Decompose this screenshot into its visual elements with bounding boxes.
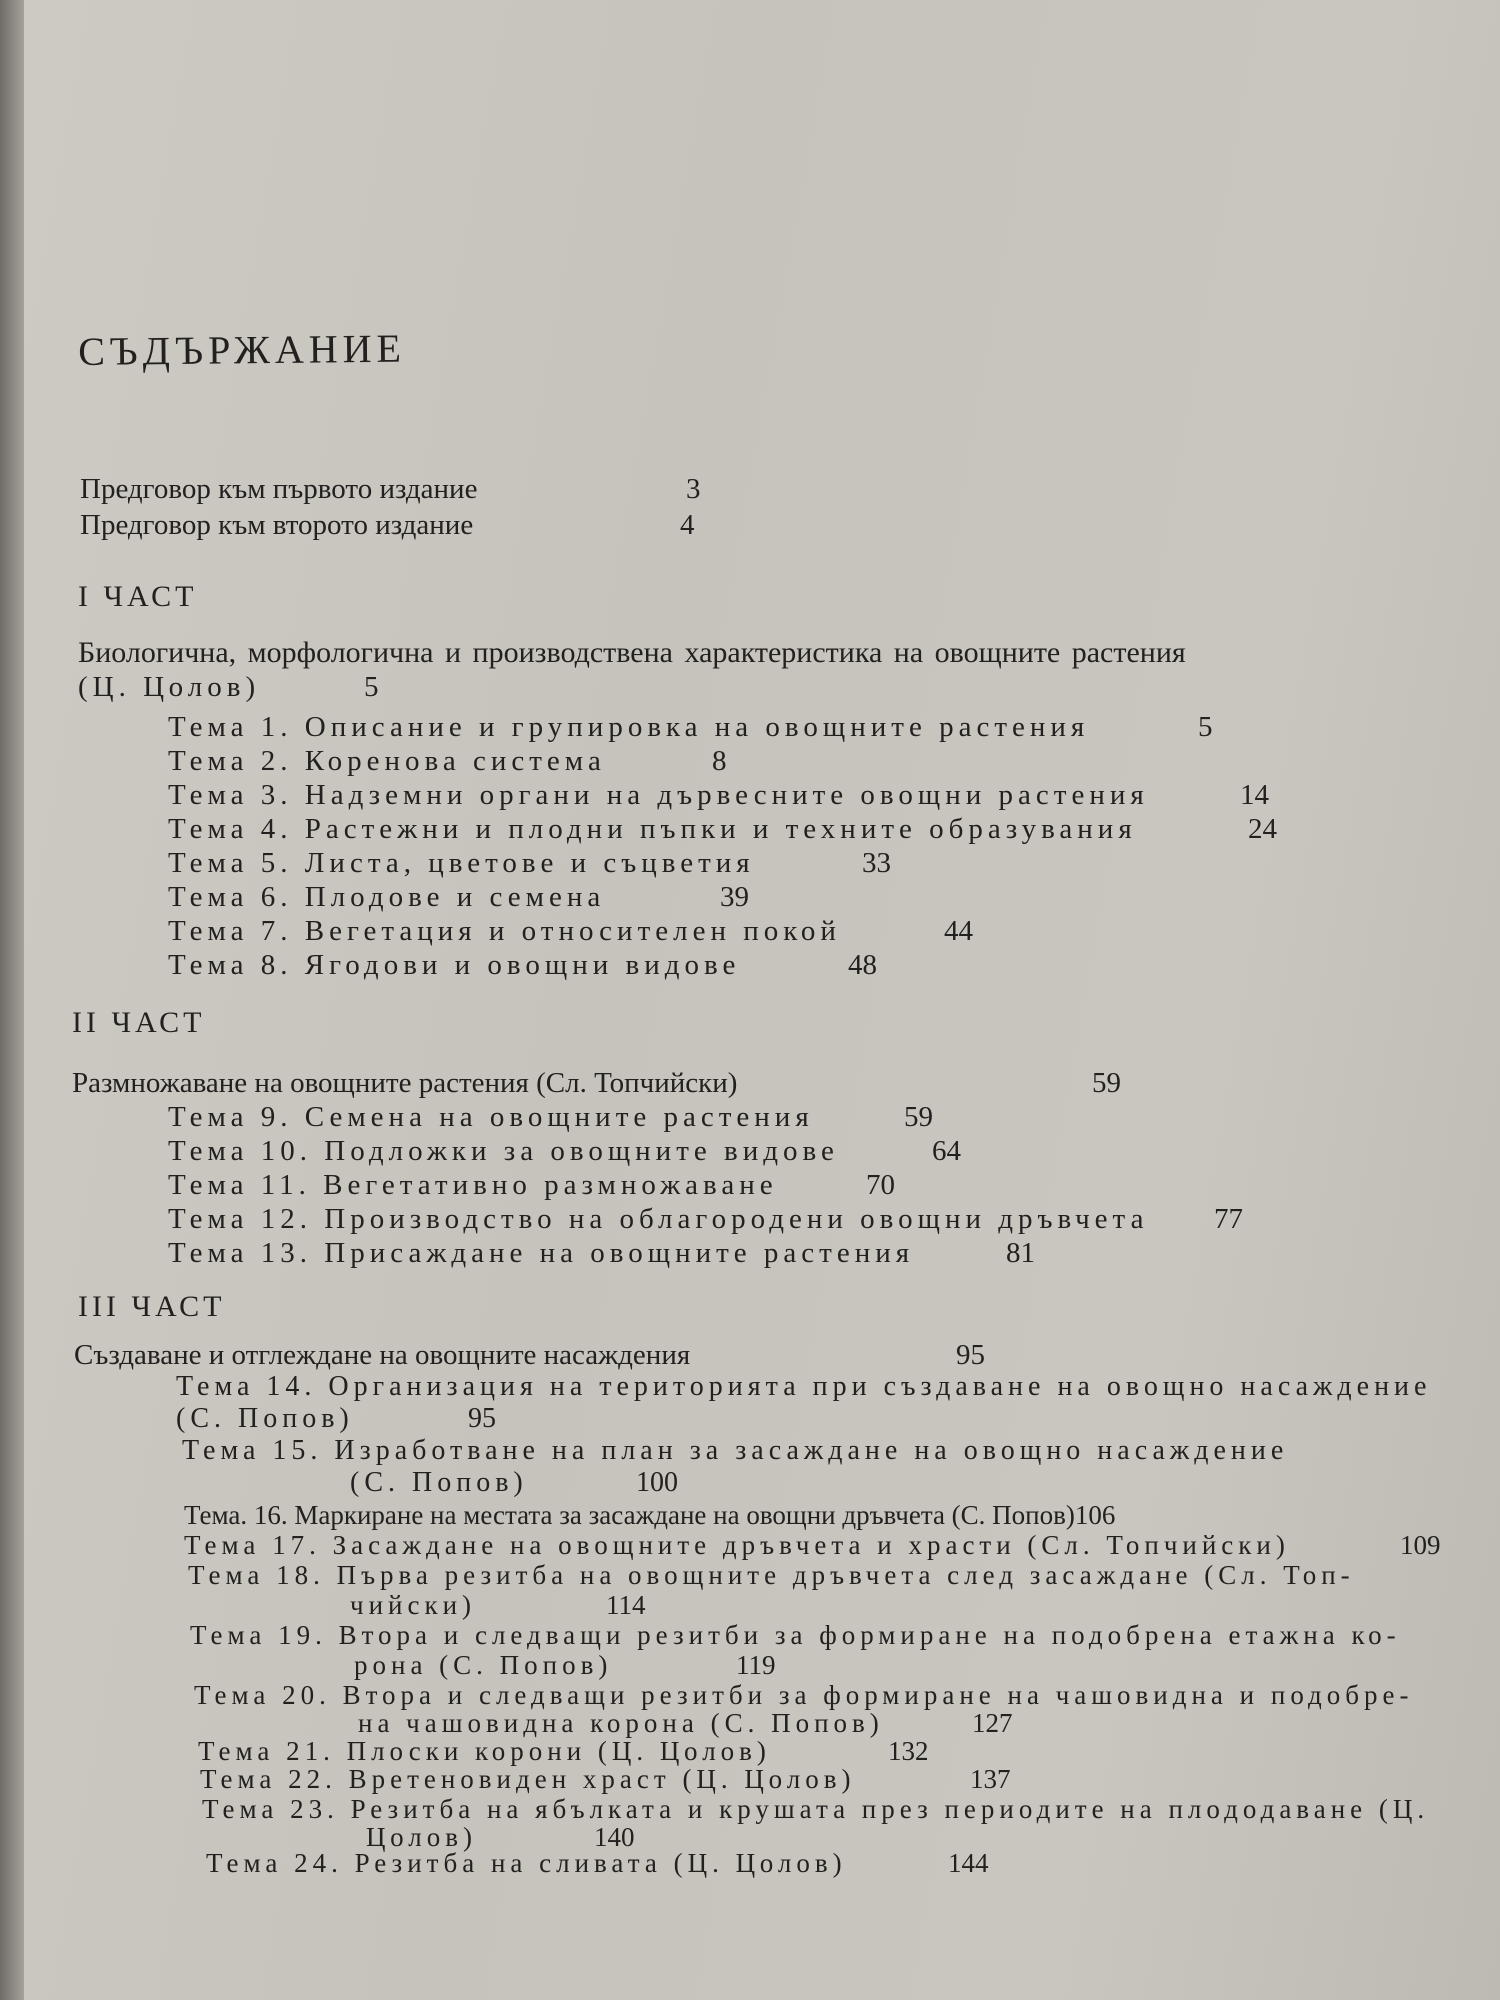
toc-entry-text: рона (С. Попов) — [354, 1650, 613, 1680]
toc-page-number: 4 — [680, 509, 695, 541]
toc-entry-topic-17 — [184, 1528, 1441, 1562]
part-3-heading — [74, 1338, 985, 1372]
toc-page-number: 5 — [1198, 711, 1213, 743]
toc-entry-text: Тема. 16. Маркиране на местата за засаждане на овощни дръвчета (С. Попов) — [184, 1500, 1075, 1530]
toc-entry-topic-5 — [168, 846, 891, 880]
toc-page-number: 39 — [720, 881, 749, 913]
toc-entry-text: Тема 7. Вегетация и относителен покой — [168, 915, 841, 947]
toc-entry-text: чийски) — [350, 1590, 477, 1620]
toc-entry-text: на чашовидна корона (С. Попов) — [358, 1708, 884, 1738]
toc-entry-text: Предговор към второто издание — [80, 509, 474, 541]
toc-entry-text: Тема 19. Втора и следващи резитби за формиране на подобрена етажна ко- — [190, 1620, 1401, 1650]
toc-entry-preface-2 — [80, 508, 695, 542]
toc-entry-text: Тема 22. Вретеновиден храст (Ц. Цолов) — [200, 1764, 856, 1794]
toc-entry-text: Тема 1. Описание и групировка на овощните растения — [168, 711, 1090, 743]
toc-page-number: 48 — [848, 949, 877, 981]
toc-entry-topic-22 — [200, 1762, 1011, 1796]
toc-entry-topic-14-cont — [176, 1402, 496, 1436]
toc-entry-text: (Ц. Цолов) — [78, 671, 261, 703]
toc-page-number: 14 — [1240, 779, 1269, 811]
toc-entry-text: Тема 13. Присаждане на овощните растения — [168, 1237, 915, 1269]
toc-entry-topic-10 — [168, 1134, 961, 1168]
part-1-label: I ЧАСТ — [78, 580, 198, 613]
part-3-label: III ЧАСТ — [78, 1290, 226, 1323]
toc-page-number: 132 — [888, 1736, 929, 1766]
toc-page-number: 100 — [636, 1467, 678, 1498]
toc-entry-topic-4 — [168, 812, 1277, 846]
toc-entry-topic-14 — [176, 1370, 1431, 1404]
part-2-heading — [72, 1066, 1121, 1100]
toc-entry-text: Тема 10. Подложки за овощните видове — [168, 1135, 839, 1167]
toc-page-number: 144 — [948, 1848, 989, 1878]
toc-entry-topic-19-cont — [354, 1648, 776, 1682]
toc-entry-preface-1 — [80, 472, 701, 506]
toc-entry-topic-13 — [168, 1236, 1035, 1270]
toc-entry-topic-11 — [168, 1168, 895, 1202]
toc-entry-text: Тема 18. Първа резитба на овощните дръвчета след засаждане (Сл. Топ- — [188, 1560, 1355, 1590]
toc-page-number: 44 — [944, 915, 973, 947]
toc-entry-text: Тема 21. Плоски корони (Ц. Цолов) — [198, 1736, 771, 1766]
toc-page-number: 127 — [972, 1708, 1013, 1738]
toc-page-number: 81 — [1006, 1237, 1035, 1269]
toc-page-number: 137 — [970, 1764, 1011, 1794]
toc-entry-text: (С. Попов) — [176, 1403, 354, 1434]
toc-entry-text: Тема 6. Плодове и семена — [168, 881, 606, 913]
toc-page-number: 64 — [932, 1135, 961, 1167]
toc-entry-text: Тема 11. Вегетативно размножаване — [168, 1169, 778, 1201]
toc-entry-text: Създаване и отглеждане на овощните насаждения — [74, 1339, 691, 1371]
toc-page-number: 119 — [736, 1650, 776, 1680]
toc-entry-text: Тема 17. Засаждане на овощните дръвчета и храсти (Сл. Топчийски) — [184, 1530, 1290, 1560]
toc-entry-topic-18-cont — [350, 1588, 646, 1622]
book-spine-shadow — [0, 0, 24, 2000]
part-1-heading: Биологична, морфологична и производствена характеристика на овощните растения — [78, 636, 1186, 669]
toc-entry-text: Тема 12. Производство на облагородени овощни дръвчета — [168, 1203, 1149, 1235]
toc-entry-text: Тема 23. Резитба на ябълката и крушата през периодите на плододаване (Ц. — [202, 1794, 1430, 1824]
toc-page-number: 33 — [862, 847, 891, 879]
toc-entry-topic-16 — [184, 1498, 1115, 1532]
toc-entry-text: (С. Попов) — [350, 1467, 528, 1498]
toc-page-number: 70 — [866, 1169, 895, 1201]
toc-entry-topic-7 — [168, 914, 973, 948]
toc-entry-topic-8 — [168, 948, 877, 982]
toc-entry-topic-15 — [182, 1434, 1288, 1468]
toc-page-number: 106 — [1074, 1500, 1116, 1530]
toc-entry-text: Тема 15. Изработване на план за засаждане на овощно насаждение — [182, 1435, 1289, 1466]
toc-entry-topic-24 — [206, 1846, 989, 1880]
toc-entry-text: Тема 20. Втора и следващи резитби за формиране на чашовидна и подобре- — [194, 1680, 1414, 1710]
toc-page-number: 5 — [364, 671, 379, 703]
toc-entry-text: Тема 3. Надземни органи на дървесните овощни растения — [168, 779, 1149, 811]
toc-entry-text: Тема 24. Резитба на сливата (Ц. Цолов) — [206, 1848, 847, 1878]
toc-entry-topic-19 — [190, 1618, 1401, 1652]
toc-entry-topic-3 — [168, 778, 1269, 812]
toc-page-number: 95 — [468, 1403, 496, 1434]
toc-entry-topic-1 — [168, 710, 1213, 744]
toc-page-number: 59 — [1092, 1067, 1121, 1099]
toc-page-number: 8 — [712, 745, 727, 777]
toc-entry-topic-2 — [168, 744, 727, 778]
toc-page-number: 59 — [904, 1101, 933, 1133]
toc-entry-topic-6 — [168, 880, 749, 914]
toc-page-number: 95 — [956, 1339, 985, 1371]
toc-entry-topic-9 — [168, 1100, 933, 1134]
toc-page-number: 3 — [686, 473, 701, 505]
toc-page-number: 24 — [1248, 813, 1277, 845]
toc-entry-text: Тема 5. Листа, цветове и съцветия — [168, 847, 755, 879]
toc-entry-text: Предговор към първото издание — [80, 473, 478, 505]
toc-entry-text: Тема 8. Ягодови и овощни видове — [168, 949, 741, 981]
toc-page-number: 140 — [594, 1822, 635, 1852]
toc-page-number: 77 — [1214, 1203, 1243, 1235]
toc-entry-text: Размножаване на овощните растения (Сл. Топчийски) — [72, 1067, 738, 1099]
page-title: СЪДЪРЖАНИЕ — [78, 325, 407, 374]
part-1-heading-author — [78, 670, 379, 704]
toc-entry-topic-18 — [188, 1558, 1355, 1592]
toc-page-number: 109 — [1400, 1530, 1441, 1560]
toc-entry-text: Цолов) — [366, 1822, 477, 1852]
toc-entry-text: Тема 14. Организация на територията при създаване на овощно насаждение — [176, 1371, 1432, 1402]
toc-entry-topic-15-cont — [350, 1466, 678, 1500]
toc-entry-topic-12 — [168, 1202, 1243, 1236]
part-2-label: II ЧАСТ — [72, 1006, 206, 1039]
toc-entry-text: Тема 2. Коренова система — [168, 745, 606, 777]
toc-entry-text: Тема 9. Семена на овощните растения — [168, 1101, 814, 1133]
toc-entry-text: Тема 4. Растежни и плодни пъпки и техните образувания — [168, 813, 1137, 845]
toc-page-number: 114 — [606, 1590, 646, 1620]
